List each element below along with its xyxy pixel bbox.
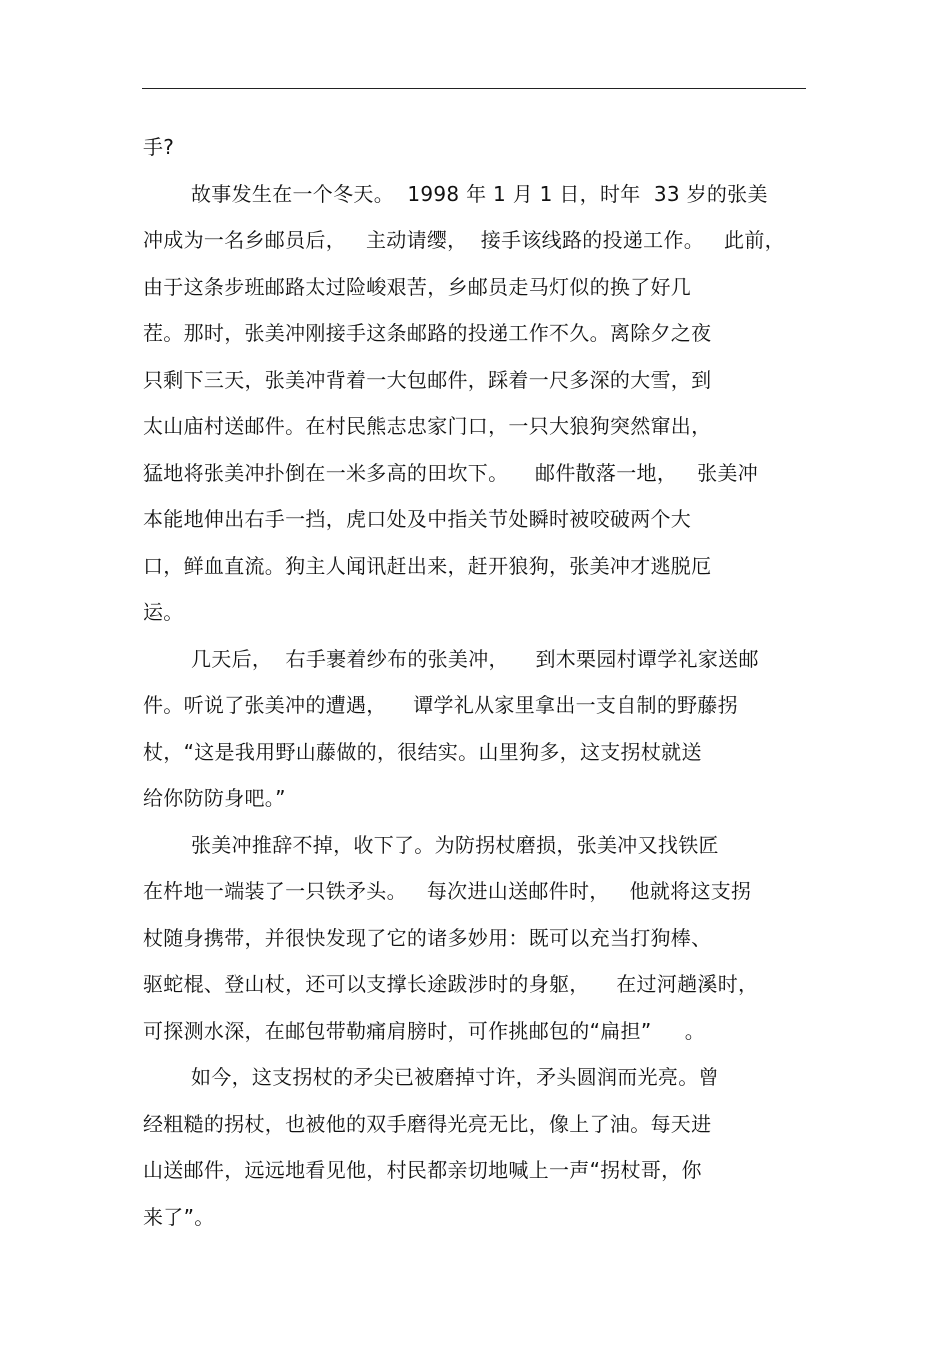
- header-rule: [142, 88, 806, 89]
- text-line: 茬。那时，张美冲刚接手这条邮路的投递工作不久。离除夕之夜: [143, 321, 712, 345]
- text-line: 冲成为一名乡邮员后， 主动请缨， 接手该线路的投递工作。 此前，: [143, 228, 785, 252]
- text-line: 口，鲜血直流。狗主人闻讯赶出来，赶开狼狗，张美冲才逃脱厄: [143, 553, 712, 578]
- text-line: 驱蛇棍、登山杖，还可以支撑长途跋涉时的身躯， 在过河趟溪时，: [143, 972, 759, 996]
- text-line: 山送邮件，远远地看见他，村民都亲切地喊上一声“拐杖哥，你: [143, 1158, 702, 1182]
- text-line: 杖随身携带，并很快发现了它的诸多妙用：既可以充当打狗棒、: [143, 925, 712, 950]
- text-line: 猛地将张美冲扑倒在一米多高的田坎下。 邮件散落一地， 张美冲: [143, 460, 759, 485]
- text-line: 本能地伸出右手一挡，虎口处及中指关节处瞬时被咬破两个大: [143, 507, 692, 531]
- text-line: 如今，这支拐杖的矛尖已被磨掉寸许，矛头圆润而光亮。曾: [191, 1065, 719, 1089]
- text-line: 件。听说了张美冲的遭遇， 谭学礼从家里拿出一支自制的野藤拐: [143, 693, 739, 717]
- text-line: 可探测水深，在邮包带勒痛肩膀时，可作挑邮包的“扁担” 。: [143, 1018, 706, 1043]
- article-body: [143, 124, 823, 1240]
- text-line: 杖，“这是我用野山藤做的，很结实。山里狗多，这支拐杖就送: [143, 739, 702, 764]
- text-line: 在杵地一端装了一只铁矛头。 每次进山送邮件时， 他就将这支拐: [143, 879, 752, 903]
- text-line: 张美冲推辞不掉，收下了。为防拐杖磨损，张美冲又找铁匠: [191, 832, 719, 857]
- text-line: 经粗糙的拐杖，也被他的双手磨得光亮无比，像上了油。每天进: [143, 1111, 712, 1136]
- text-line: 由于这条步班邮路太过险峻艰苦，乡邮员走马灯似的换了好几: [143, 274, 692, 299]
- text-line: 手?: [143, 135, 175, 159]
- text-line: 运。: [143, 600, 184, 624]
- text-line: 给你防防身吧。”: [143, 786, 286, 810]
- text-line: 故事发生在一个冬天。 1998 年 1 月 1 日，时年 33 岁的张美: [191, 181, 768, 206]
- text-line: 太山庙村送邮件。在村民熊志忠家门口，一只大狼狗突然窜出，: [143, 414, 712, 438]
- text-line: 几天后， 右手裹着纱布的张美冲， 到木栗园村谭学礼家送邮: [191, 646, 759, 671]
- text-line: 来了”。: [143, 1204, 215, 1229]
- text-line: 只剩下三天，张美冲背着一大包邮件，踩着一尺多深的大雪，到: [143, 367, 712, 392]
